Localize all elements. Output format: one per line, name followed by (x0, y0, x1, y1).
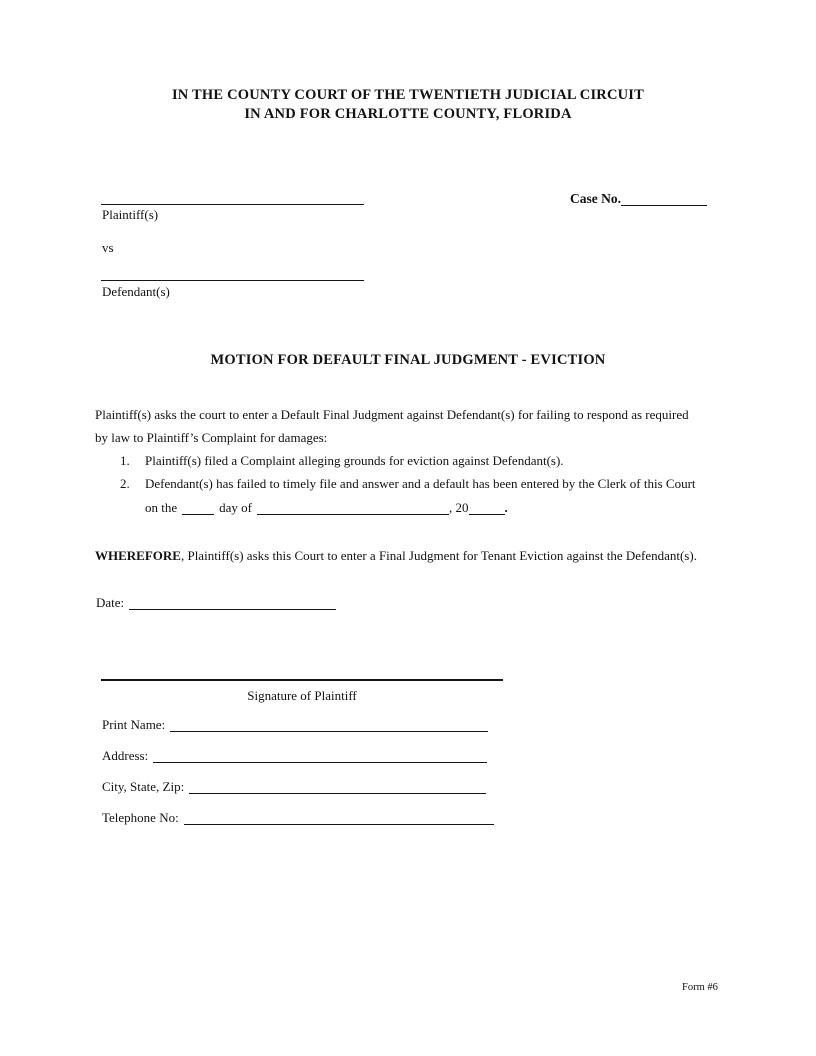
city-state-zip-label: City, State, Zip: (102, 779, 185, 794)
print-name-row (102, 717, 488, 733)
address-blank[interactable] (153, 751, 487, 763)
city-state-zip-blank[interactable] (189, 782, 486, 794)
case-number-blank[interactable] (621, 194, 707, 206)
document-title: MOTION FOR DEFAULT FINAL JUDGMENT - EVICTION (210, 352, 606, 368)
defendant-label: Defendant(s) (102, 284, 170, 299)
address-row (102, 748, 487, 764)
case-no-label: Case No. (570, 191, 621, 206)
day-of-text: day of (219, 499, 252, 515)
court-header-line2: IN AND FOR CHARLOTTE COUNTY, FLORIDA (244, 106, 572, 122)
date-label: Date: (96, 595, 125, 610)
wherefore-paragraph (95, 548, 745, 564)
form-number: Form #6 (682, 982, 718, 993)
wherefore-word: WHEREFORE (95, 548, 181, 563)
default-day-blank[interactable] (182, 503, 214, 515)
on-the-text: on the (145, 499, 178, 515)
period-text: . (504, 499, 508, 515)
intro-paragraph (95, 403, 745, 450)
date-row (96, 595, 336, 611)
address-label: Address: (102, 748, 149, 763)
plaintiff-name-line[interactable] (101, 204, 364, 205)
numbered-list (120, 449, 720, 519)
date-blank[interactable] (129, 598, 336, 610)
list-item-2-number: 2. (120, 476, 130, 492)
print-name-label: Print Name: (102, 717, 166, 732)
comma-year-text: , 20 (449, 499, 469, 515)
list-item-1-text: Plaintiff(s) filed a Complaint alleging grounds for eviction against Defendant(s). (145, 453, 564, 468)
defendant-name-line[interactable] (101, 280, 364, 281)
court-header (0, 86, 816, 124)
default-month-blank[interactable] (257, 503, 449, 515)
telephone-blank[interactable] (184, 813, 494, 825)
city-state-zip-row (102, 779, 486, 795)
default-year-blank[interactable] (469, 503, 505, 515)
print-name-blank[interactable] (170, 720, 488, 732)
wherefore-text: , Plaintiff(s) asks this Court to enter a Final Judgment for Tenant Eviction against the Defendant(s). (180, 548, 697, 563)
list-item-2-text-line1: Defendant(s) has failed to timely file and answer and a default has been entered by the Clerk of this Court (145, 476, 696, 492)
list-item-2-continuation (120, 496, 720, 519)
intro-line-1: Plaintiff(s) asks the court to enter a Default Final Judgment against Defendant(s) for failing to respond as required (95, 407, 689, 422)
signature-caption: Signature of Plaintiff (247, 688, 357, 703)
court-header-line1: IN THE COUNTY COURT OF THE TWENTIETH JUDICIAL CIRCUIT (171, 87, 645, 103)
list-item-1-number: 1. (120, 453, 130, 468)
telephone-row (102, 810, 494, 826)
list-item-2 (120, 472, 720, 495)
intro-line-2: by law to Plaintiff’s Complaint for damages: (95, 430, 328, 446)
telephone-label: Telephone No: (102, 810, 179, 825)
list-item-2-indent (120, 496, 145, 519)
case-number-row (570, 191, 707, 207)
plaintiff-signature-line[interactable] (101, 679, 503, 681)
list-item-2-fill-line (145, 496, 508, 519)
plaintiff-label: Plaintiff(s) (102, 207, 159, 222)
list-item-1 (120, 449, 720, 472)
vs-label: vs (102, 240, 114, 255)
